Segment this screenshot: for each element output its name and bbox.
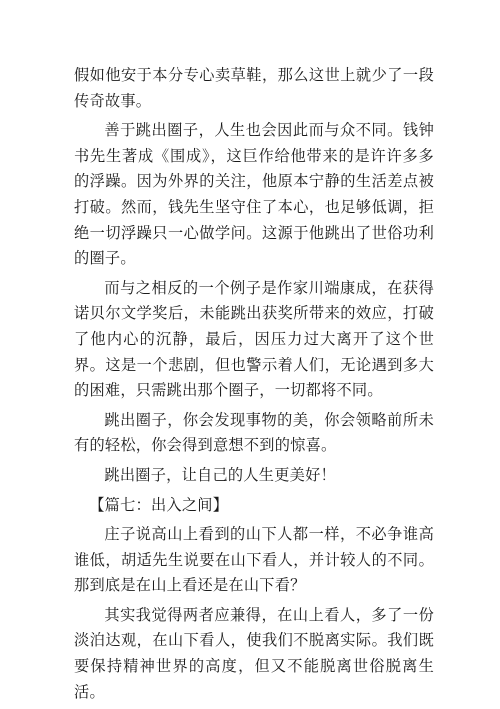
paragraph-1: 假如他安于本分专心卖草鞋，那么这世上就少了一段传奇故事。 [74,66,434,110]
paragraph-5: 跳出圈子，让自己的人生更美好！ [104,465,336,484]
section-paragraph-1: 庄子说高山上看到的山下人都一样，不必争谁高谁低，胡适先生说要在山下看人，并计较人的不同。那到底是在山上看还是在山下看？ [74,525,434,595]
section-heading: 【篇七：出入之间】 [89,495,229,514]
paragraph-2: 善于跳出圈子，人生也会因此而与众不同。钱钟书先生著成《围成》，这巨作给他带来的是许许多多的浮躁。因为外界的关注，他原本宁静的生活差点被打破。然而，钱先生坚守住了本心，也足够低调，拒绝一切浮躁只一心做学问。这源于他跳出了世俗功利的圈子。 [74,121,434,268]
paragraph-3: 而与之相反的一个例子是作家川端康成，在获得诺贝尔文学奖后，未能跳出获奖所带来的效应，打破了他内心的沉静，最后，因压力过大离开了这个世界。这是一个悲剧，但也警示着人们，无论遇到多大的困难，只需跳出那个圈子，一切都将不同。 [74,278,434,400]
paragraph-4: 跳出圈子，你会发现事物的美，你会领略前所未有的轻松，你会得到意想不到的惊喜。 [74,410,434,455]
document-body [74,63,434,709]
section-paragraph-2: 其实我觉得两者应兼得，在山上看人，多了一份淡泊达观，在山下看人，使我们不脱离实际。我们既要保持精神世界的高度，但又不能脱离世俗脱离生活。 [74,605,434,701]
